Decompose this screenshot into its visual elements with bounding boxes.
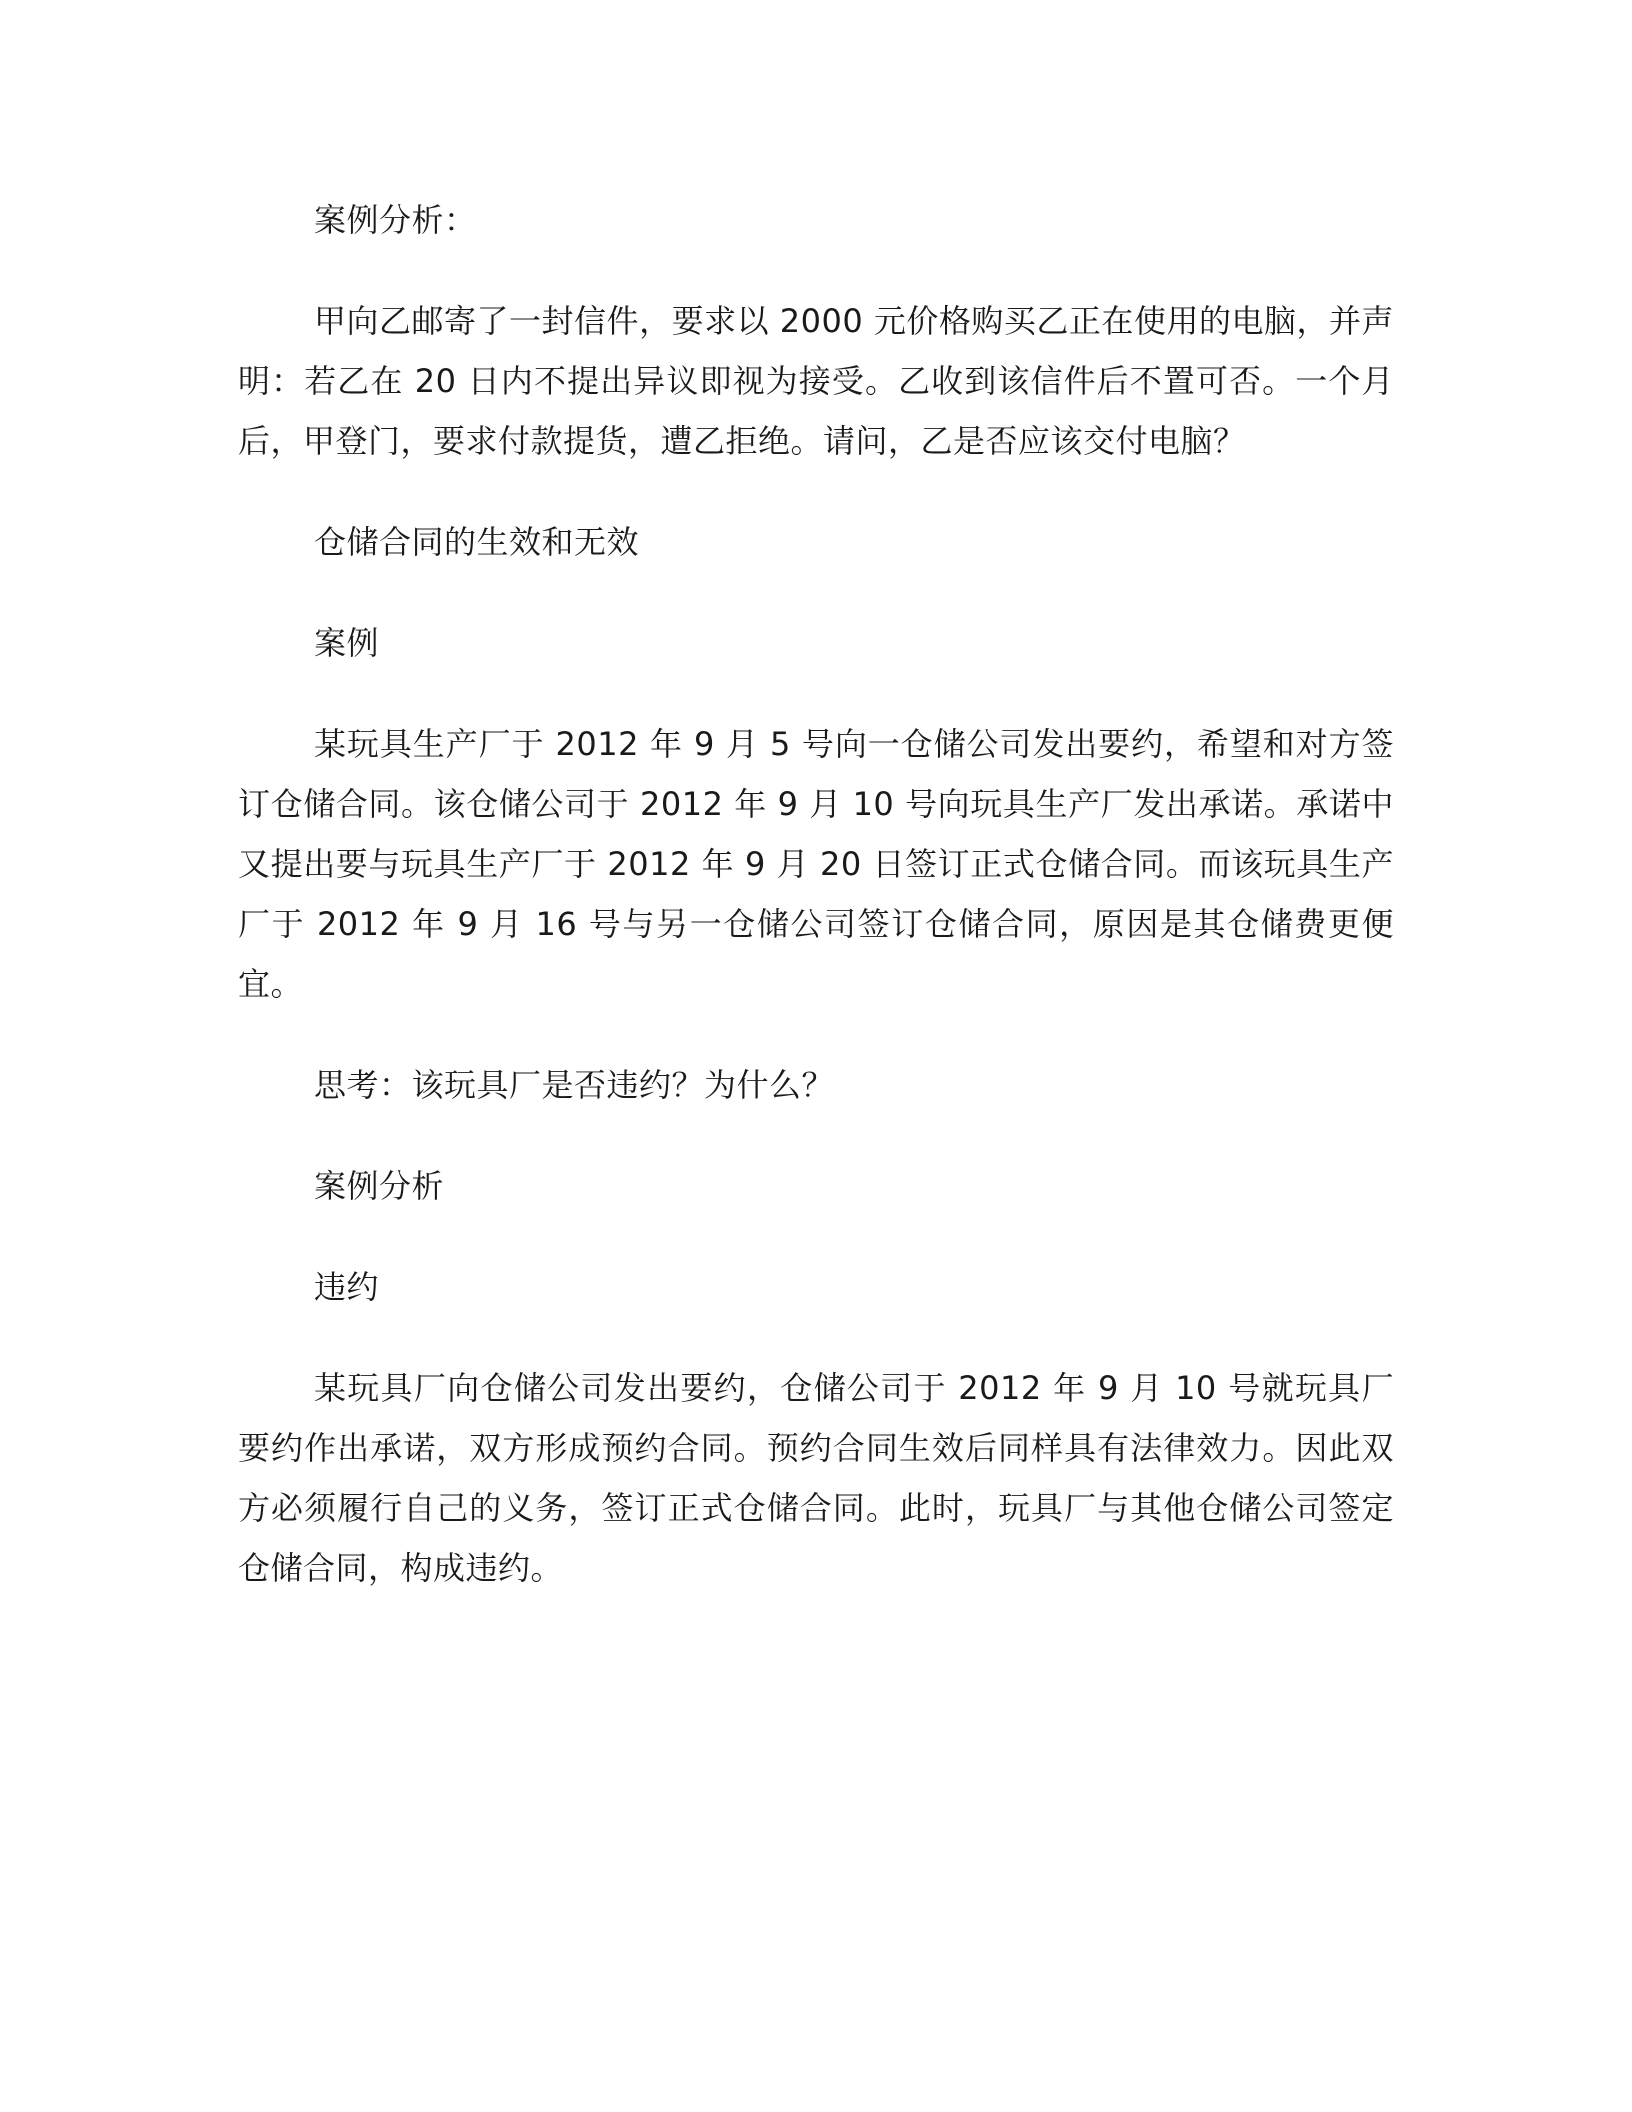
heading-case: 案例 — [314, 624, 380, 662]
document-page — [238, 190, 1394, 1598]
heading-case-analysis-1: 案例分析： — [314, 201, 477, 239]
heading-breach: 违约 — [314, 1268, 380, 1306]
paragraph-question: 思考：该玩具厂是否违约？为什么？ — [314, 1066, 835, 1104]
heading-contract-validity: 仓储合同的生效和无效 — [314, 523, 640, 561]
heading-case-analysis-2: 案例分析 — [314, 1167, 445, 1205]
paragraph-computer-case: 甲向乙邮寄了一封信件，要求以 2000 元价格购买乙正在使用的电脑，并声明：若乙在 20 日内不提出异议即视为接受。乙收到该信件后不置可否。一个月后，甲登门，要求付款提货，遭乙拒绝。请问，乙是否应该交付电脑？ — [238, 302, 1394, 460]
paragraph-analysis-answer: 某玩具厂向仓储公司发出要约，仓储公司于 2012 年 9 月 10 号就玩具厂要约作出承诺，双方形成预约合同。预约合同生效后同样具有法律效力。因此双方必须履行自己的义务，签订正式仓储合同。此时，玩具厂与其他仓储公司签定仓储合同，构成违约。 — [238, 1369, 1394, 1587]
paragraph-toy-factory-case: 某玩具生产厂于 2012 年 9 月 5 号向一仓储公司发出要约，希望和对方签订仓储合同。该仓储公司于 2012 年 9 月 10 号向玩具生产厂发出承诺。承诺中又提出要与玩具生产厂于 2012 年 9 月 20 日签订正式仓储合同。而该玩具生产厂于 2012 年 9 月 16 号与另一仓储公司签订仓储合同，原因是其仓储费更便宜。 — [238, 725, 1394, 1003]
